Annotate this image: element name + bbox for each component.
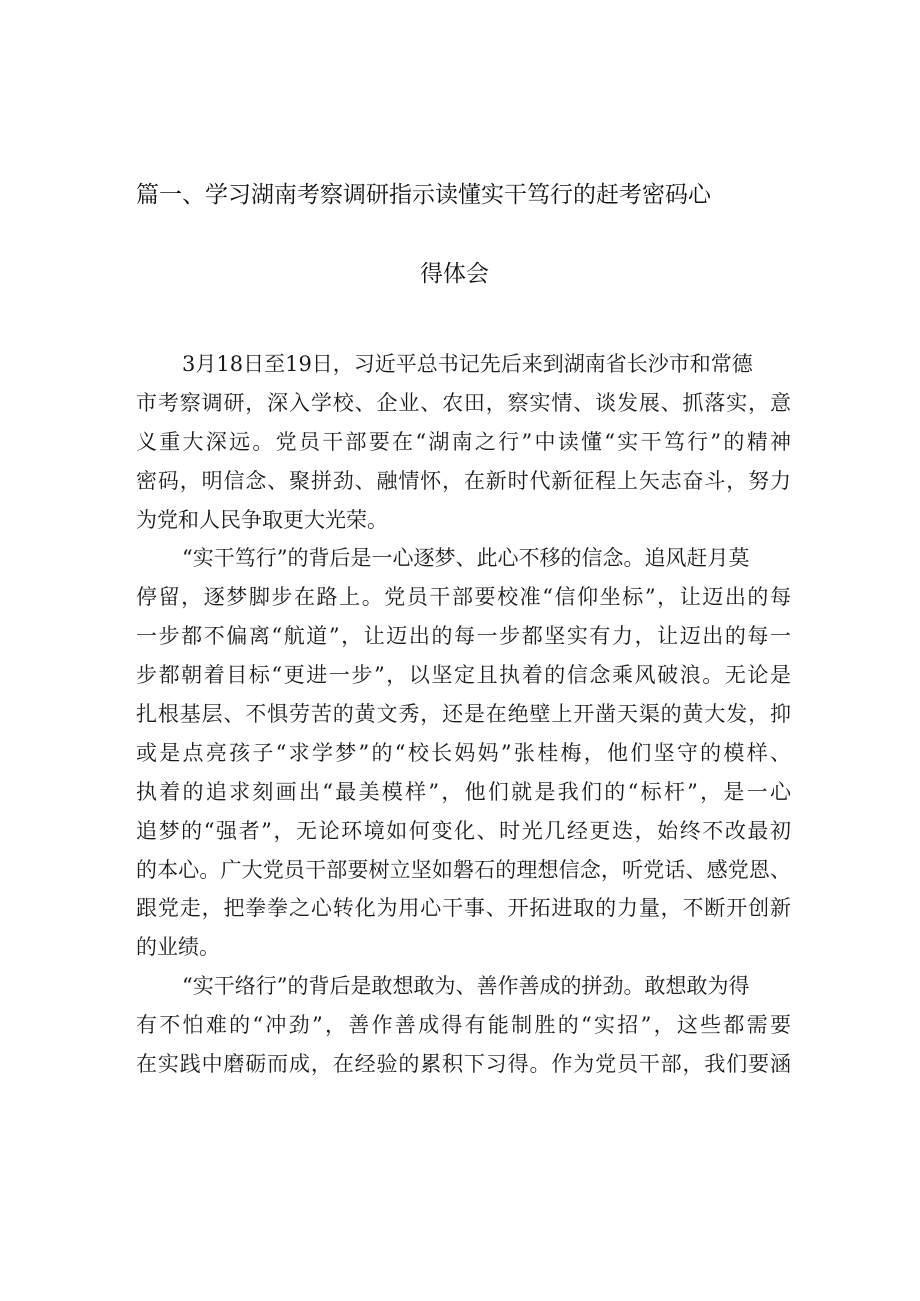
paragraph-1	[136, 345, 808, 539]
paragraph-line: 有不怕难的“冲劲”，善作善成得有能制胜的“实招”，这些都需要	[136, 1013, 791, 1038]
paragraph-line: 或是点亮孩子“求学梦”的“校长妈妈”张桂梅，他们坚守的模样、	[136, 740, 791, 765]
paragraph-line: 一步都不偏离“航道”，让迈出的每一步都坚实有力，让迈出的每一	[136, 624, 791, 649]
paragraph-3	[136, 967, 808, 1084]
paragraph-line: “实干络行”的背后是敢想敢为、善作善成的拼劲。敢想敢为得	[182, 974, 750, 999]
paragraph-line: 3月18日至19日，习近平总书记先后来到湖南省长沙市和常德	[182, 352, 753, 376]
paragraph-line: 跟党走，把拳拳之心转化为用心干事、开拓进取的力量，不断开创新	[136, 896, 791, 921]
document-title-line-2: 得体会	[420, 261, 489, 287]
paragraph-line: 停留，逐梦脚步在路上。党员干部要校准“信仰坐标”，让迈出的每	[136, 585, 791, 610]
paragraph-line: 扎根基层、不惧劳苦的黄文秀，还是在绝壁上开凿天渠的黄大发，抑	[136, 702, 791, 727]
paragraph-line: 的本心。广大党员干部要树立坚如磐石的理想信念，听党话、感党恩、	[136, 857, 791, 882]
document-body	[136, 345, 808, 1084]
document-title-line-1: 篇一、学习湖南考察调研指示读懂实干笃行的赶考密码心	[136, 182, 711, 208]
paragraph-line: 的业绩。	[136, 935, 220, 960]
paragraph-line: 为党和人民争取更大光荣。	[136, 507, 388, 532]
paragraph-line: 义重大深远。党员干部要在“湖南之行”中读懂“实干笃行”的精神	[136, 429, 791, 454]
paragraph-line: 步都朝着目标“更进一步”，以坚定且执着的信念乘风破浪。无论是	[136, 663, 791, 688]
paragraph-line: 密码，明信念、聚拼劲、融情怀，在新时代新征程上矢志奋斗，努力	[136, 468, 791, 493]
paragraph-line: 执着的追求刻画出“最美模样”，他们就是我们的“标杆”，是一心	[136, 779, 791, 804]
paragraph-line: 追梦的“强者”，无论环境如何变化、时光几经更迭，始终不改最初	[136, 818, 791, 843]
paragraph-line: 市考察调研，深入学校、企业、农田，察实情、谈发展、抓落实，意	[136, 390, 791, 415]
paragraph-line: 在实践中磨砺而成，在经验的累积下习得。作为党员干部，我们要涵	[136, 1052, 791, 1077]
paragraph-line: “实干笃行”的背后是一心逐梦、此心不移的信念。追风赶月莫	[182, 546, 750, 571]
paragraph-2	[136, 539, 808, 967]
